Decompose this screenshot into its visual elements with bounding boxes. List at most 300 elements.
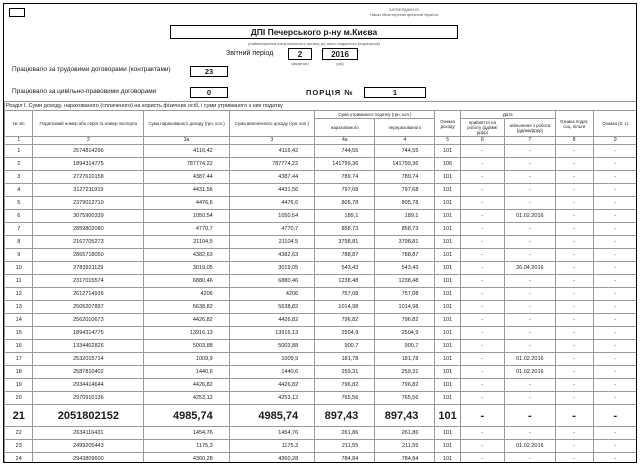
table-row[interactable] bbox=[5, 440, 638, 453]
cell-tax-transferred: 765,56 bbox=[375, 392, 435, 405]
cell-income-code: 101 bbox=[435, 427, 460, 440]
cell-benefit: - bbox=[555, 366, 593, 379]
cell-tax-transferred: 796,82 bbox=[375, 314, 435, 327]
header-row-top bbox=[5, 111, 638, 119]
cell-num: 3 bbox=[5, 171, 33, 184]
cell-tax-transferred: 805,78 bbox=[375, 197, 435, 210]
cell-date-hired: - bbox=[460, 145, 504, 158]
cell-tax-transferred: 744,55 bbox=[375, 145, 435, 158]
cell-tax-id: 1334402826 bbox=[33, 340, 144, 353]
cell-num: 10 bbox=[5, 262, 33, 275]
cell-income-code: 101 bbox=[435, 210, 460, 223]
cell-num: 8 bbox=[5, 236, 33, 249]
cell-date-hired: - bbox=[460, 171, 504, 184]
cell-tax-accrued: 757,08 bbox=[315, 288, 375, 301]
cell-paid: 21104,5 bbox=[229, 236, 314, 249]
cell-tax-transferred: 797,68 bbox=[375, 184, 435, 197]
tax-form-page bbox=[3, 3, 637, 463]
tax-office-caption: (найменування контролюючого органу, до якого подається розрахунок) bbox=[248, 41, 380, 46]
cell-date-fired: 01.02.2016 bbox=[505, 353, 556, 366]
labor-contracts-count-field[interactable]: 23 bbox=[190, 66, 228, 77]
cell-tax-transferred: 796,82 bbox=[375, 379, 435, 392]
approval-note-line2: Наказ Міністерства фінансів України bbox=[370, 12, 438, 17]
cell-paid: 4116,42 bbox=[229, 145, 314, 158]
cell-tax-accrued: 897,43 bbox=[315, 405, 375, 427]
cell-num: 20 bbox=[5, 392, 33, 405]
column-number: 2 bbox=[33, 137, 144, 145]
cell-tax-accrued: 543,43 bbox=[315, 262, 375, 275]
cell-date-hired: - bbox=[460, 210, 504, 223]
cell-tax-transferred: 858,73 bbox=[375, 223, 435, 236]
cell-mark: - bbox=[593, 288, 637, 301]
cell-income-code: 101 bbox=[435, 405, 460, 427]
cell-tax-transferred: 789,74 bbox=[375, 171, 435, 184]
cell-tax-transferred: 2504,9 bbox=[375, 327, 435, 340]
cell-mark: - bbox=[593, 210, 637, 223]
cell-accrued: 4770,7 bbox=[144, 223, 229, 236]
cell-tax-id: 2532015714 bbox=[33, 353, 144, 366]
table-row[interactable] bbox=[5, 366, 638, 379]
cell-date-fired: - bbox=[505, 392, 556, 405]
cell-mark: - bbox=[593, 453, 637, 464]
cell-date-fired: - bbox=[505, 453, 556, 464]
cell-date-fired: 01.02.2016 bbox=[505, 366, 556, 379]
cell-tax-transferred: 784,84 bbox=[375, 453, 435, 464]
column-number: 7 bbox=[505, 137, 556, 145]
cell-paid: 4426,82 bbox=[229, 314, 314, 327]
cell-income-code: 101 bbox=[435, 249, 460, 262]
cell-income-code: 101 bbox=[435, 288, 460, 301]
cell-tax-transferred: 900,7 bbox=[375, 340, 435, 353]
cell-date-hired: - bbox=[460, 223, 504, 236]
column-number: 1 bbox=[5, 137, 33, 145]
cell-accrued: 5638,82 bbox=[144, 301, 229, 314]
cell-date-fired: - bbox=[505, 327, 556, 340]
cell-tax-id: 2562010673 bbox=[33, 314, 144, 327]
cell-date-fired: - bbox=[505, 145, 556, 158]
cell-mark: - bbox=[593, 301, 637, 314]
cell-benefit: - bbox=[555, 262, 593, 275]
cell-num: 24 bbox=[5, 453, 33, 464]
cell-num: 11 bbox=[5, 275, 33, 288]
cell-tax-accrued: 784,84 bbox=[315, 453, 375, 464]
cell-date-fired: 01.02.2016 bbox=[505, 440, 556, 453]
cell-tax-transferred: 543,43 bbox=[375, 262, 435, 275]
cell-accrued: 3019,05 bbox=[144, 262, 229, 275]
cell-benefit: - bbox=[555, 301, 593, 314]
cell-date-fired: - bbox=[505, 171, 556, 184]
col-header-date-fired: звільнення з роботи (дд/мм/рррр) bbox=[505, 119, 556, 137]
cell-mark: - bbox=[593, 249, 637, 262]
table-row[interactable] bbox=[5, 301, 638, 314]
cell-tax-id: 2943809600 bbox=[33, 453, 144, 464]
cell-date-fired: - bbox=[505, 236, 556, 249]
cell-mark: - bbox=[593, 379, 637, 392]
cell-mark: - bbox=[593, 145, 637, 158]
report-table bbox=[4, 101, 637, 463]
cell-income-code: 101 bbox=[435, 366, 460, 379]
cell-date-hired: - bbox=[460, 327, 504, 340]
cell-paid: 4253,12 bbox=[229, 392, 314, 405]
cell-date-hired: - bbox=[460, 275, 504, 288]
cell-mark: - bbox=[593, 392, 637, 405]
cell-accrued: 4431,56 bbox=[144, 184, 229, 197]
table-row[interactable] bbox=[5, 340, 638, 353]
cell-tax-transferred: 757,08 bbox=[375, 288, 435, 301]
civil-contracts-count-field[interactable]: 0 bbox=[190, 87, 228, 98]
table-row[interactable] bbox=[5, 353, 638, 366]
cell-mark: - bbox=[593, 353, 637, 366]
cell-paid: 4476,6 bbox=[229, 197, 314, 210]
cell-benefit: - bbox=[555, 340, 593, 353]
cell-tax-accrued: 744,55 bbox=[315, 145, 375, 158]
cell-tax-accrued: 189,1 bbox=[315, 210, 375, 223]
table-row[interactable] bbox=[5, 427, 638, 440]
cell-date-hired: - bbox=[460, 405, 504, 427]
cell-tax-id: 2612714936 bbox=[33, 288, 144, 301]
cell-benefit: - bbox=[555, 158, 593, 171]
cell-tax-transferred: 1238,48 bbox=[375, 275, 435, 288]
cell-benefit: - bbox=[555, 249, 593, 262]
cell-tax-accrued: 805,78 bbox=[315, 197, 375, 210]
cell-date-hired: - bbox=[460, 453, 504, 464]
cell-num: 19 bbox=[5, 379, 33, 392]
table-row[interactable] bbox=[5, 249, 638, 262]
civil-contracts-label: Працювало за цивільно-правовими договорами bbox=[12, 88, 157, 95]
cell-tax-id: 2783921129 bbox=[33, 262, 144, 275]
cell-benefit: - bbox=[555, 210, 593, 223]
cell-tax-id: 2634116431 bbox=[33, 427, 144, 440]
cell-income-code: 101 bbox=[435, 327, 460, 340]
table-row[interactable] bbox=[5, 145, 638, 158]
cell-income-code: 101 bbox=[435, 379, 460, 392]
table-row[interactable] bbox=[5, 379, 638, 392]
cell-date-fired: - bbox=[505, 340, 556, 353]
cell-date-hired: - bbox=[460, 288, 504, 301]
cell-paid: 5638,82 bbox=[229, 301, 314, 314]
cell-tax-accrued: 789,74 bbox=[315, 171, 375, 184]
table-row[interactable] bbox=[5, 236, 638, 249]
cell-benefit: - bbox=[555, 327, 593, 340]
cell-num: 15 bbox=[5, 327, 33, 340]
cell-tax-id: 2934414644 bbox=[33, 379, 144, 392]
cell-tax-id: 2051802152 bbox=[33, 405, 144, 427]
reporting-period-label: Звітний період bbox=[226, 50, 274, 57]
cell-accrued: 1454,76 bbox=[144, 427, 229, 440]
cell-date-fired: 01.02.2016 bbox=[505, 210, 556, 223]
table-row[interactable] bbox=[5, 223, 638, 236]
col-header-tax-transferred: перерахованого bbox=[375, 119, 435, 137]
cell-date-hired: - bbox=[460, 262, 504, 275]
table-row[interactable] bbox=[5, 171, 638, 184]
table-row[interactable] bbox=[5, 275, 638, 288]
cell-benefit: - bbox=[555, 171, 593, 184]
table-row[interactable] bbox=[5, 288, 638, 301]
cell-mark: - bbox=[593, 405, 637, 427]
cell-date-hired: - bbox=[460, 236, 504, 249]
cell-mark: - bbox=[593, 262, 637, 275]
cell-tax-transferred: 1014,98 bbox=[375, 301, 435, 314]
cell-benefit: - bbox=[555, 275, 593, 288]
cell-date-hired: - bbox=[460, 301, 504, 314]
cell-paid: 1440,6 bbox=[229, 366, 314, 379]
cell-mark: - bbox=[593, 171, 637, 184]
cell-paid: 4426,82 bbox=[229, 379, 314, 392]
cell-tax-id: 1894314775 bbox=[33, 327, 144, 340]
cell-num: 9 bbox=[5, 249, 33, 262]
cell-date-hired: - bbox=[460, 392, 504, 405]
cell-tax-accrued: 211,55 bbox=[315, 440, 375, 453]
cell-tax-id: 2379012710 bbox=[33, 197, 144, 210]
cell-mark: - bbox=[593, 236, 637, 249]
cell-num: 5 bbox=[5, 197, 33, 210]
cell-tax-id: 2167705273 bbox=[33, 236, 144, 249]
cell-paid: 4431,56 bbox=[229, 184, 314, 197]
table-row[interactable] bbox=[5, 158, 638, 171]
cell-accrued: 4206 bbox=[144, 288, 229, 301]
col-header-accrued-income: Сума нарахованого доходу (грн, коп.) bbox=[144, 111, 229, 137]
cell-tax-accrued: 1014,98 bbox=[315, 301, 375, 314]
cell-paid: 3019,05 bbox=[229, 262, 314, 275]
cell-accrued: 1009,9 bbox=[144, 353, 229, 366]
cell-date-hired: - bbox=[460, 366, 504, 379]
table-row[interactable] bbox=[5, 184, 638, 197]
cell-num: 22 bbox=[5, 427, 33, 440]
column-number: 5 bbox=[435, 137, 460, 145]
cell-num: 12 bbox=[5, 288, 33, 301]
cell-date-fired: - bbox=[505, 223, 556, 236]
cell-accrued: 13916,13 bbox=[144, 327, 229, 340]
cell-income-code: 101 bbox=[435, 184, 460, 197]
cell-mark: - bbox=[593, 440, 637, 453]
cell-date-fired: - bbox=[505, 314, 556, 327]
cell-benefit: - bbox=[555, 223, 593, 236]
cell-accrued: 21104,5 bbox=[144, 236, 229, 249]
cell-paid: 4770,7 bbox=[229, 223, 314, 236]
cell-paid: 4382,63 bbox=[229, 249, 314, 262]
cell-paid: 4206 bbox=[229, 288, 314, 301]
cell-tax-id: 3075900339 bbox=[33, 210, 144, 223]
cell-num: 14 bbox=[5, 314, 33, 327]
cell-accrued: 4116,42 bbox=[144, 145, 229, 158]
cell-date-fired: - bbox=[505, 158, 556, 171]
cell-accrued: 4476,6 bbox=[144, 197, 229, 210]
cell-accrued: 4426,82 bbox=[144, 314, 229, 327]
cell-date-hired: - bbox=[460, 158, 504, 171]
cell-benefit: - bbox=[555, 405, 593, 427]
cell-accrued: 1175,3 bbox=[144, 440, 229, 453]
cell-num: 21 bbox=[5, 405, 33, 427]
approval-note bbox=[294, 7, 514, 17]
column-number-row bbox=[5, 137, 638, 145]
column-number: 4а bbox=[315, 137, 375, 145]
col-header-tax-accrued: нарахованого bbox=[315, 119, 375, 137]
cell-tax-transferred: 259,31 bbox=[375, 366, 435, 379]
cell-tax-accrued: 797,68 bbox=[315, 184, 375, 197]
cell-tax-id: 2970910136 bbox=[33, 392, 144, 405]
cell-tax-accrued: 261,86 bbox=[315, 427, 375, 440]
table-row[interactable] bbox=[5, 314, 638, 327]
cell-date-hired: - bbox=[460, 197, 504, 210]
table-row[interactable] bbox=[5, 197, 638, 210]
cell-accrued: 1050,54 bbox=[144, 210, 229, 223]
cell-tax-accrued: 259,31 bbox=[315, 366, 375, 379]
cell-mark: - bbox=[593, 314, 637, 327]
table-row[interactable] bbox=[5, 453, 638, 464]
cell-paid: 4360,28 bbox=[229, 453, 314, 464]
cell-tax-id: 2727610158 bbox=[33, 171, 144, 184]
table-row[interactable] bbox=[5, 210, 638, 223]
cell-benefit: - bbox=[555, 353, 593, 366]
cell-tax-accrued: 900,7 bbox=[315, 340, 375, 353]
table-row[interactable] bbox=[5, 327, 638, 340]
cell-income-code: 106 bbox=[435, 158, 460, 171]
cell-tax-id: 2859802080 bbox=[33, 223, 144, 236]
cell-date-fired: - bbox=[505, 288, 556, 301]
cell-tax-transferred: 141799,36 bbox=[375, 158, 435, 171]
table-row[interactable] bbox=[5, 262, 638, 275]
cell-income-code: 101 bbox=[435, 392, 460, 405]
cell-benefit: - bbox=[555, 236, 593, 249]
cell-mark: - bbox=[593, 275, 637, 288]
cell-accrued: 4253,12 bbox=[144, 392, 229, 405]
cell-benefit: - bbox=[555, 392, 593, 405]
cell-income-code: 101 bbox=[435, 353, 460, 366]
cell-benefit: - bbox=[555, 440, 593, 453]
cell-date-hired: - bbox=[460, 314, 504, 327]
col-header-benefit-code: Ознака подат. соц. пільги bbox=[555, 111, 593, 137]
cell-tax-accrued: 765,56 bbox=[315, 392, 375, 405]
col-header-paid-income: Сума виплаченого доходу (грн, коп.) bbox=[229, 111, 314, 137]
cell-date-fired: 26.04.2016 bbox=[505, 262, 556, 275]
cell-tax-accrued: 788,87 bbox=[315, 249, 375, 262]
cell-income-code: 101 bbox=[435, 223, 460, 236]
cell-tax-accrued: 1238,48 bbox=[315, 275, 375, 288]
cell-mark: - bbox=[593, 366, 637, 379]
cell-tax-transferred: 897,43 bbox=[375, 405, 435, 427]
cell-num: 2 bbox=[5, 158, 33, 171]
table-row-highlighted[interactable] bbox=[5, 405, 638, 427]
cell-accrued: 4426,82 bbox=[144, 379, 229, 392]
cell-date-hired: - bbox=[460, 440, 504, 453]
cell-num: 7 bbox=[5, 223, 33, 236]
cell-paid: 787774,22 bbox=[229, 158, 314, 171]
cell-tax-transferred: 211,55 bbox=[375, 440, 435, 453]
cell-date-hired: - bbox=[460, 379, 504, 392]
cell-paid: 1050,54 bbox=[229, 210, 314, 223]
cell-tax-id: 2317015574 bbox=[33, 275, 144, 288]
column-number: 9 bbox=[593, 137, 637, 145]
cell-date-fired: - bbox=[505, 197, 556, 210]
cell-accrued: 4360,28 bbox=[144, 453, 229, 464]
cell-mark: - bbox=[593, 223, 637, 236]
column-number: 4 bbox=[375, 137, 435, 145]
cell-income-code: 101 bbox=[435, 145, 460, 158]
cell-paid: 13916,13 bbox=[229, 327, 314, 340]
cell-tax-accrued: 3798,81 bbox=[315, 236, 375, 249]
cell-benefit: - bbox=[555, 314, 593, 327]
cell-tax-id: 1894314775 bbox=[33, 158, 144, 171]
cell-accrued: 6880,46 bbox=[144, 275, 229, 288]
col-header-num: № з/п bbox=[5, 111, 33, 137]
cell-accrued: 4382,63 bbox=[144, 249, 229, 262]
table-body bbox=[5, 145, 638, 464]
cell-tax-accrued: 796,82 bbox=[315, 314, 375, 327]
cell-income-code: 101 bbox=[435, 340, 460, 353]
cell-mark: - bbox=[593, 158, 637, 171]
cell-paid: 5003,88 bbox=[229, 340, 314, 353]
cell-date-fired: - bbox=[505, 275, 556, 288]
cell-num: 4 bbox=[5, 184, 33, 197]
cell-income-code: 101 bbox=[435, 262, 460, 275]
cell-tax-id: 2499205443 bbox=[33, 440, 144, 453]
cell-paid: 4387,44 bbox=[229, 171, 314, 184]
cell-benefit: - bbox=[555, 197, 593, 210]
cell-mark: - bbox=[593, 327, 637, 340]
cell-tax-id: 2505207897 bbox=[33, 301, 144, 314]
cell-tax-id: 2587810402 bbox=[33, 366, 144, 379]
tax-office-name-field[interactable]: ДПІ Печерського р-ну м.Києва bbox=[170, 25, 458, 39]
quarter-field[interactable]: 2 bbox=[288, 48, 312, 60]
cell-date-hired: - bbox=[460, 353, 504, 366]
cell-benefit: - bbox=[555, 453, 593, 464]
cell-num: 13 bbox=[5, 301, 33, 314]
section-title-row bbox=[5, 102, 638, 111]
cell-income-code: 101 bbox=[435, 301, 460, 314]
cell-accrued: 5003,88 bbox=[144, 340, 229, 353]
cell-num: 1 bbox=[5, 145, 33, 158]
cell-paid: 1454,76 bbox=[229, 427, 314, 440]
cell-tax-transferred: 181,78 bbox=[375, 353, 435, 366]
cell-income-code: 101 bbox=[435, 453, 460, 464]
cell-num: 17 bbox=[5, 353, 33, 366]
cell-num: 6 bbox=[5, 210, 33, 223]
column-number: 6 bbox=[460, 137, 504, 145]
cell-income-code: 101 bbox=[435, 236, 460, 249]
labor-contracts-label: Працювало за трудовими договорами (контрактами) bbox=[12, 66, 171, 73]
cell-num: 18 bbox=[5, 366, 33, 379]
cell-tax-id: 2574814296 bbox=[33, 145, 144, 158]
cell-num: 16 bbox=[5, 340, 33, 353]
portion-number-field[interactable]: 1 bbox=[364, 87, 426, 98]
cell-mark: - bbox=[593, 340, 637, 353]
section-title: Розділ I. Суми доходу, нарахованого (сплаченого) на користь фізичних осіб, і суми утриманого з них податку bbox=[5, 102, 638, 111]
cell-income-code: 101 bbox=[435, 197, 460, 210]
cell-date-fired: - bbox=[505, 249, 556, 262]
cell-tax-accrued: 2504,9 bbox=[315, 327, 375, 340]
cell-accrued: 4985,74 bbox=[144, 405, 229, 427]
cell-accrued: 4387,44 bbox=[144, 171, 229, 184]
cell-paid: 4985,74 bbox=[229, 405, 314, 427]
col-header-tax-id: Податковий номер або серія та номер паспорта bbox=[33, 111, 144, 137]
cell-date-fired: - bbox=[505, 379, 556, 392]
col-header-date-group: Дата bbox=[460, 111, 555, 119]
cell-date-hired: - bbox=[460, 427, 504, 440]
cell-tax-id: 3127211919 bbox=[33, 184, 144, 197]
cell-mark: - bbox=[593, 427, 637, 440]
cell-tax-id: 2865718050 bbox=[33, 249, 144, 262]
cell-paid: 6880,46 bbox=[229, 275, 314, 288]
cell-tax-accrued: 796,82 bbox=[315, 379, 375, 392]
cell-tax-accrued: 858,73 bbox=[315, 223, 375, 236]
table-row[interactable] bbox=[5, 392, 638, 405]
cell-date-fired: - bbox=[505, 405, 556, 427]
cell-mark: - bbox=[593, 197, 637, 210]
cell-paid: 1175,3 bbox=[229, 440, 314, 453]
cell-date-hired: - bbox=[460, 249, 504, 262]
col-header-withheld-tax-group: Сума утриманого податку (грн, коп.) bbox=[315, 111, 435, 119]
year-field[interactable]: 2016 bbox=[322, 48, 358, 60]
